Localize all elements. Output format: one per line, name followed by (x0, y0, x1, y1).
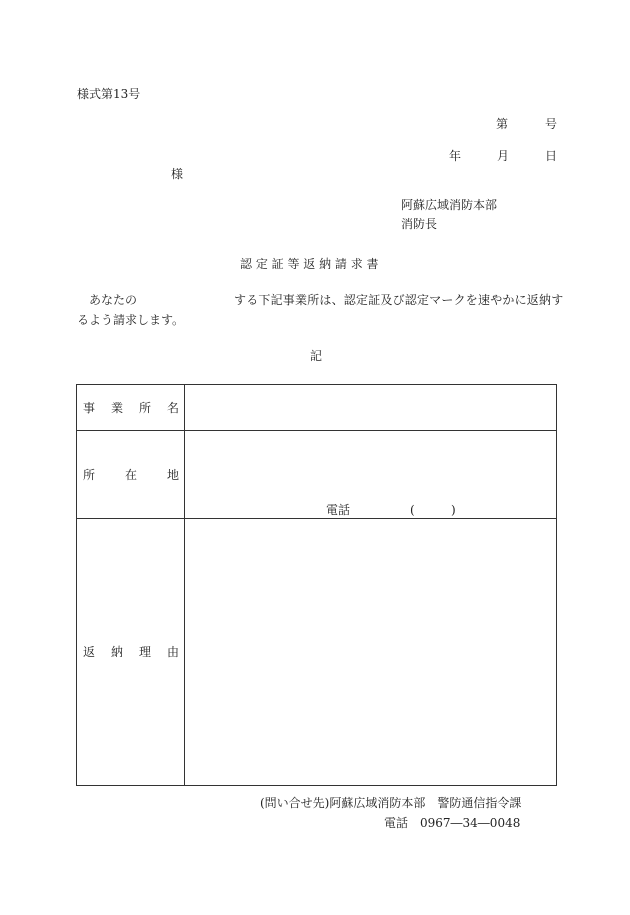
date-month: 月 (497, 149, 510, 163)
form-number: 様式第13号 (77, 87, 141, 101)
phone-label: 電話 (326, 503, 351, 517)
body-line2: るよう請求します。 (77, 313, 185, 327)
doc-no-suffix: 号 (545, 117, 558, 131)
document-title: 認 定 証 等 返 納 請 求 書 (240, 257, 379, 271)
date-year: 年 (449, 149, 462, 163)
contact-phone: 電話 0967―34―0048 (384, 816, 521, 830)
label-business-name: 事業所名 (83, 401, 179, 415)
table-row-location (77, 431, 556, 519)
body-line1-rest: する下記事業所は、認定証及び認定マークを速やかに返納す (234, 293, 564, 307)
issuer-org: 阿蘇広域消防本部 (401, 198, 498, 212)
label-location: 所在地 (83, 468, 179, 482)
table-row-business-name (77, 385, 556, 431)
date-day: 日 (545, 149, 558, 163)
body-line1-start: あなたの (89, 293, 138, 307)
contact-line: (問い合せ先)阿蘇広域消防本部 警防通信指令課 (260, 796, 522, 810)
phone-paren-open: ( (410, 503, 415, 517)
issuer-title: 消防長 (401, 217, 438, 231)
details-table (76, 384, 557, 786)
label-return-reason: 返納理由 (83, 645, 179, 659)
phone-paren-close: ) (451, 503, 456, 517)
ki-label: 記 (310, 349, 323, 363)
doc-no-prefix: 第 (496, 117, 509, 131)
addressee-suffix: 様 (171, 167, 184, 181)
table-row-return-reason (77, 519, 556, 785)
